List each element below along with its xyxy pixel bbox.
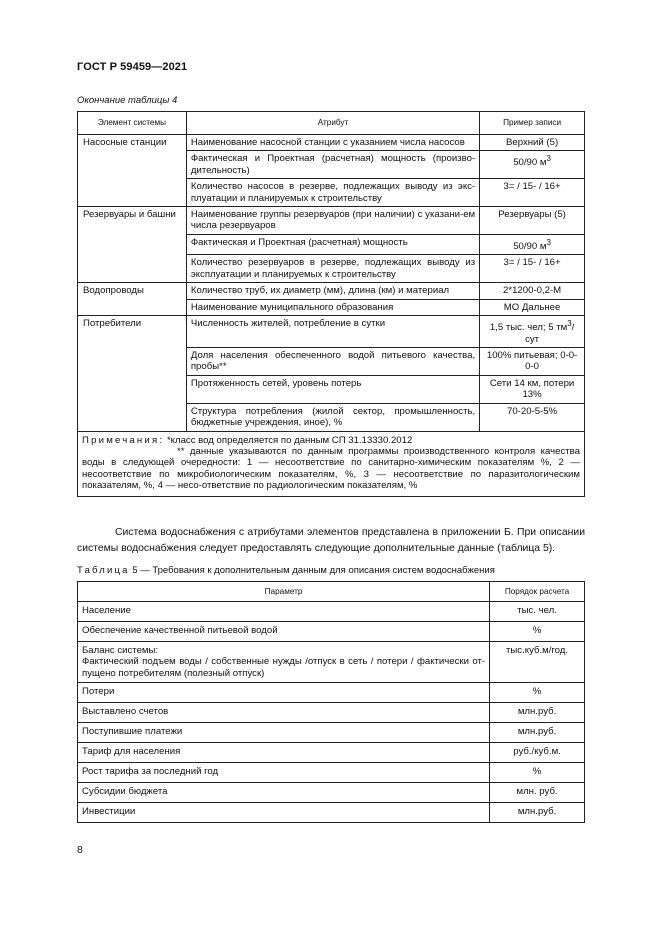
parameter-cell: Выставлено счетов <box>78 703 490 723</box>
table-row <box>78 207 585 235</box>
attribute-cell: Фактическая и Проектная (расчетная) мощность <box>186 234 479 255</box>
example-cell: 1,5 тыс. чел; 5 $тм^3$/сут <box>480 316 585 348</box>
table-4 <box>77 111 585 497</box>
parameter-cell: Рост тарифа за последний год <box>78 763 490 783</box>
attribute-cell: Наименование группы резервуаров (при наличии) с указани-ем числа резервуаров <box>186 207 479 235</box>
unit-cell: млн.руб. <box>490 703 585 723</box>
table5-caption <box>77 565 495 576</box>
table-row <box>78 683 585 703</box>
attribute-cell: Фактическая и Проектная (расчетная) мощность (произво-дительность) <box>186 151 479 179</box>
column-header: Параметр <box>78 582 490 602</box>
table-note <box>78 431 585 496</box>
element-cell: Потребители <box>78 316 187 431</box>
table5-caption-text: 5 — Требования к дополнительным данным для описания систем водоснабжения <box>132 565 495 576</box>
table-note-row <box>78 431 585 496</box>
example-cell: 50/90 $м^3$ <box>480 234 585 255</box>
attribute-cell: Количество труб, их диаметр (мм), длина (км) и материал <box>186 283 479 299</box>
example-cell: 3= / 15- / 16+ <box>480 255 585 283</box>
attribute-cell: Доля населения обеспеченного водой питьевого качества, пробы** <box>186 348 479 376</box>
body-paragraph: Система водоснабжения с атрибутами элементов представлена в приложении Б. При описании системы водоснабжения следует предоставлять следующие дополнительные данные (таблица 5). <box>77 527 585 554</box>
attribute-cell: Наименование насосной станции с указанием числа насосов <box>186 135 479 151</box>
example-cell: Сети 14 км, потери 13% <box>480 375 585 403</box>
attribute-cell: Структура потребления (жилой сектор, промышленность, бюджетные учреждения, иное), % <box>186 403 479 431</box>
note-line-1: *класс вод определяется по данным СП 31.13330.2012 <box>166 434 413 446</box>
table-row <box>78 642 585 683</box>
table-row <box>78 622 585 642</box>
example-cell: 50/90 $м^3$ <box>480 151 585 179</box>
example-cell: 100% питьевая; 0-0-0-0 <box>480 348 585 376</box>
unit-cell: % <box>490 763 585 783</box>
table-row <box>78 602 585 622</box>
note-label: Примечания: <box>82 434 165 446</box>
column-header: Порядок расчета <box>490 582 585 602</box>
attribute-cell: Протяженность сетей, уровень потерь <box>186 375 479 403</box>
example-cell: Верхний (5) <box>480 135 585 151</box>
example-cell: 3= / 15- / 16+ <box>480 179 585 207</box>
element-cell: Насосные станции <box>78 135 187 207</box>
table5-header-row <box>78 582 585 602</box>
column-header: Элемент системы <box>78 112 187 135</box>
table-5 <box>77 581 585 823</box>
table5-caption-label: Таблица <box>77 565 130 576</box>
table-row <box>78 703 585 723</box>
example-cell: Резервуары (5) <box>480 207 585 235</box>
unit-cell: руб./куб.м. <box>490 743 585 763</box>
column-header: Атрибут <box>186 112 479 135</box>
attribute-cell: Численность жителей, потребление в сутки <box>186 316 479 348</box>
table-row <box>78 316 585 348</box>
table-row <box>78 743 585 763</box>
parameter-cell: Потери <box>78 683 490 703</box>
attribute-cell: Количество резервуаров в резерве, подлежащих выводу из эксплуатации и планируемых к строительству <box>186 255 479 283</box>
parameter-cell: Население <box>78 602 490 622</box>
table-row <box>78 723 585 743</box>
parameter-cell: Субсидии бюджета <box>78 783 490 803</box>
table-row <box>78 783 585 803</box>
unit-cell: % <box>490 622 585 642</box>
column-header: Пример записи <box>480 112 585 135</box>
unit-cell: тыс.куб.м/год. <box>490 642 585 683</box>
unit-cell: млн. руб. <box>490 783 585 803</box>
parameter-cell: Баланс системы: Фактический подъем воды / собственные нужды /отпуск в сеть / потери / фактически от-пущено потребителям (полезный отпуск) <box>78 642 490 683</box>
table4-caption: Окончание таблицы 4 <box>77 95 178 106</box>
parameter-cell: Поступившие платежи <box>78 723 490 743</box>
example-cell: 2*1200-0,2-М <box>480 283 585 299</box>
page-number: 8 <box>77 844 83 856</box>
example-cell: МО Дальнее <box>480 299 585 315</box>
document-header: ГОСТ Р 59459—2021 <box>77 61 188 73</box>
attribute-cell: Количество насосов в резерве, подлежащих выводу из экс-плуатации и планируемых к строительству <box>186 179 479 207</box>
attribute-cell: Наименование муниципального образования <box>186 299 479 315</box>
table-row <box>78 283 585 299</box>
table-row <box>78 763 585 783</box>
unit-cell: % <box>490 683 585 703</box>
unit-cell: тыс. чел. <box>490 602 585 622</box>
table-row <box>78 135 585 151</box>
unit-cell: млн.руб. <box>490 723 585 743</box>
unit-cell: млн.руб. <box>490 803 585 823</box>
parameter-cell: Обеспечение качественной питьевой водой <box>78 622 490 642</box>
parameter-cell: Тариф для населения <box>78 743 490 763</box>
table4-header-row <box>78 112 585 135</box>
element-cell: Водопроводы <box>78 283 187 316</box>
table-row <box>78 803 585 823</box>
note-line-2: ** данные указываются по данным программы производственного контроля качества воды в следующей очередности: 1 — несоответствие по санитарно-химическим показателям %, 2 — несоответствие по микробиологическим показателям, %, 3 — несоответствие по паразитологическим показателям, %, 4 — несо-ответствие по радиологическим показателям, % <box>82 445 580 492</box>
parameter-cell: Инвестиции <box>78 803 490 823</box>
example-cell: 70-20-5-5% <box>480 403 585 431</box>
element-cell: Резервуары и башни <box>78 207 187 283</box>
